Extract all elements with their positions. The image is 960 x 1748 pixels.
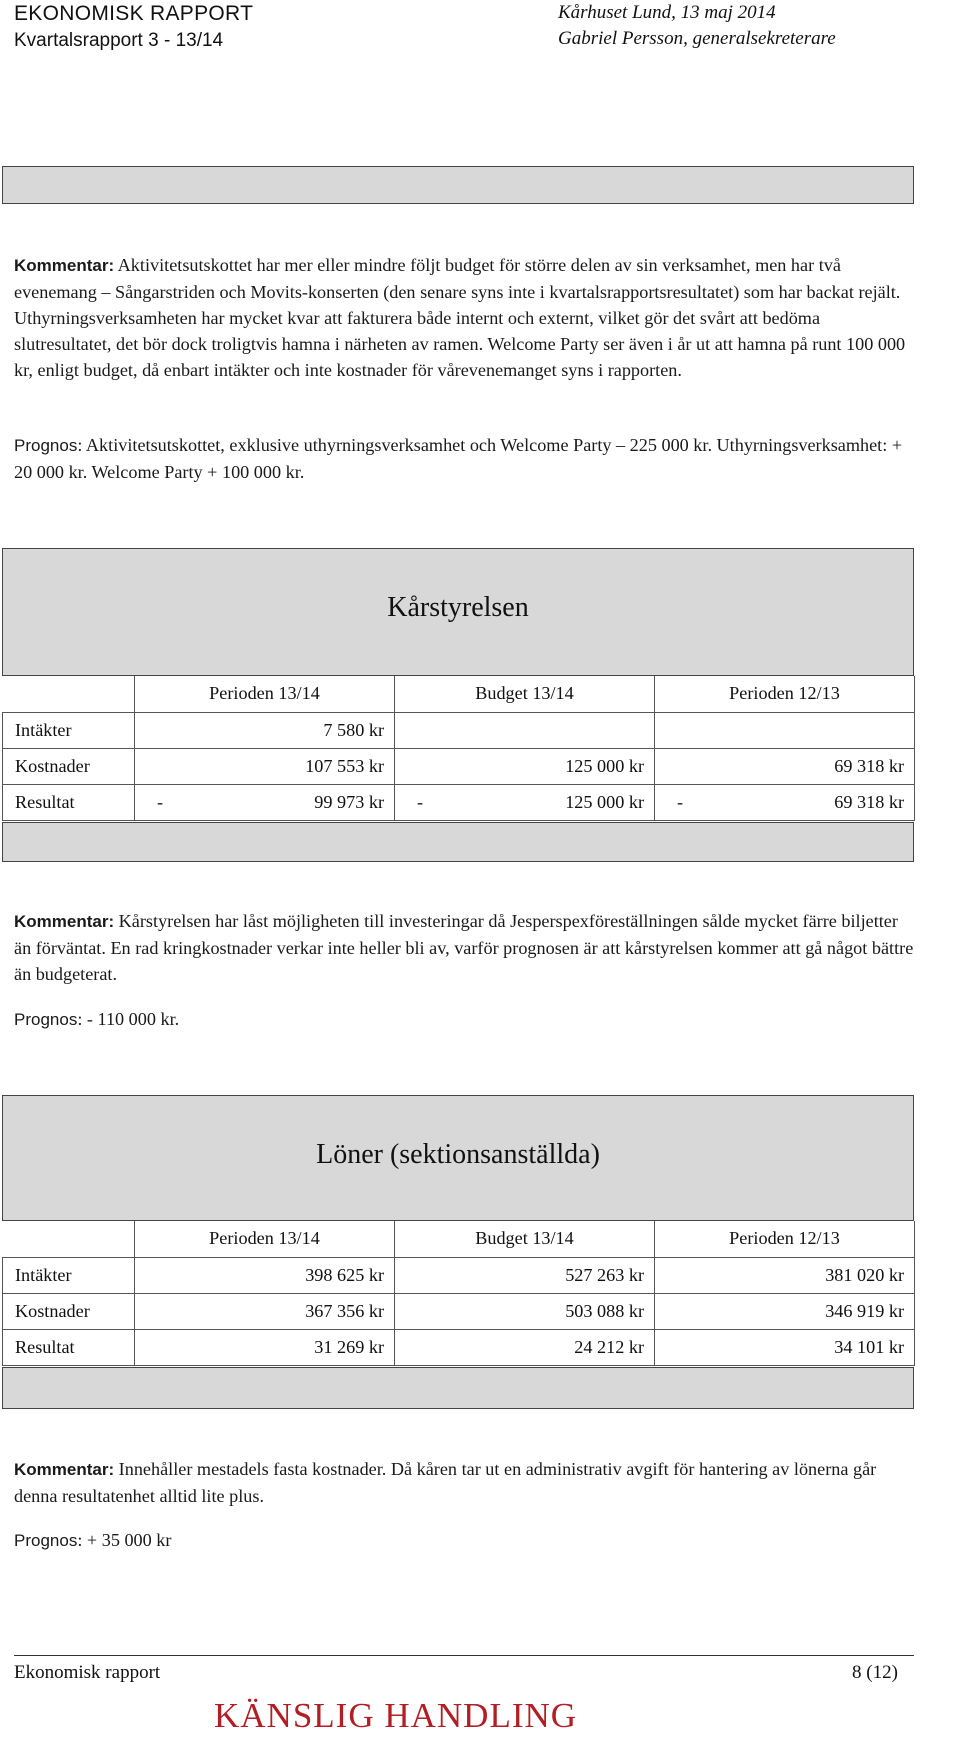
table-row [3, 712, 915, 748]
aktivitet-prognos [14, 432, 914, 485]
value: 99 973 kr [314, 791, 384, 812]
cell-value: 346 919 kr [655, 1293, 915, 1329]
table-header-row [3, 1221, 915, 1257]
cell-value [655, 784, 915, 820]
prognos-label: Prognos [14, 436, 78, 455]
cell-value: 381 020 kr [655, 1257, 915, 1293]
comment-text: Innehåller mestadels fasta kostnader. Då kåren tar ut en administrativ avgift för hantering av lönerna går denna resultatenhet alltid lite plus. [14, 1459, 877, 1506]
prognos-text: : + 35 000 kr [77, 1530, 172, 1550]
cell-value: 125 000 kr [395, 748, 655, 784]
footer-divider [14, 1655, 914, 1656]
comment-label: Kommentar: [14, 912, 115, 931]
minus-sign: - [157, 791, 164, 812]
report-subtitle: Kvartalsrapport 3 - 13/14 [14, 30, 224, 51]
table-row [3, 784, 915, 820]
cell-value: 31 269 kr [135, 1329, 395, 1365]
loner-comment [14, 1456, 914, 1509]
place-date: Kårhuset Lund, 13 maj 2014 [558, 2, 776, 23]
prognos-label: Prognos [14, 1531, 78, 1550]
karstyrelsen-footer-bar [2, 822, 914, 862]
previous-table-footer-bar [2, 166, 914, 204]
loner-footer-bar [2, 1367, 914, 1409]
row-label: Kostnader [3, 1293, 135, 1329]
cell-value: 107 553 kr [135, 748, 395, 784]
row-label: Resultat [3, 1329, 135, 1365]
column-header: Perioden 13/14 [135, 1221, 395, 1257]
minus-sign: - [417, 791, 424, 812]
report-title: EKONOMISK RAPPORT [14, 2, 254, 25]
karstyrelsen-prognos [14, 1006, 914, 1033]
author: Gabriel Persson, generalsekreterare [558, 28, 836, 49]
cell-value: 367 356 kr [135, 1293, 395, 1329]
page-number: 8 (12) [852, 1662, 898, 1683]
header-blank-cell [3, 676, 135, 712]
cell-value: 7 580 kr [135, 712, 395, 748]
karstyrelsen-section [2, 548, 914, 862]
row-label: Kostnader [3, 748, 135, 784]
cell-value: 34 101 kr [655, 1329, 915, 1365]
cell-value [655, 712, 915, 748]
row-label: Intäkter [3, 1257, 135, 1293]
prognos-text: : Aktivitetsutskottet, exklusive uthyrningsverksamhet och Welcome Party – 225 000 kr. Uthyrningsverksamhet: + 20 000 kr. Welcome Party + 100 000 kr. [14, 435, 903, 482]
cell-value: 69 318 kr [655, 748, 915, 784]
sensitivity-stamp: KÄNSLIG HANDLING [214, 1696, 578, 1735]
cell-value [135, 784, 395, 820]
value: 125 000 kr [565, 791, 644, 812]
value: 69 318 kr [834, 791, 904, 812]
row-label: Intäkter [3, 712, 135, 748]
loner-prognos [14, 1527, 914, 1554]
column-header: Perioden 12/13 [655, 1221, 915, 1257]
column-header: Budget 13/14 [395, 676, 655, 712]
cell-value: 398 625 kr [135, 1257, 395, 1293]
section-title: Löner (sektionsanställda) [316, 1139, 600, 1170]
cell-value [395, 712, 655, 748]
karstyrelsen-table [2, 676, 915, 821]
cell-value [395, 784, 655, 820]
comment-text: Aktivitetsutskottet har mer eller mindre följt budget för större delen av sin verksamhet, men har två evenemang – Sångarstriden och Movits-konserten (den senare syns inte i kvartalsrapportsresultatet) som har backat rejält. Uthyrningsverksamheten har mycket kvar att fakturera både internt och externt, vilket gör det svårt att bedöma slutresultatet, det bör dock troligtvis hamna i närheten av ramen. Welcome Party ser även i år ut att hamna på runt 100 000 kr, enligt budget, då enbart intäkter och inte kostnader för vårevenemanget syns i rapporten. [14, 255, 906, 380]
column-header: Perioden 13/14 [135, 676, 395, 712]
section-title: Kårstyrelsen [387, 592, 529, 623]
cell-value: 24 212 kr [395, 1329, 655, 1365]
prognos-label: Prognos [14, 1010, 78, 1029]
table-row [3, 1329, 915, 1365]
karstyrelsen-comment [14, 908, 914, 987]
column-header: Budget 13/14 [395, 1221, 655, 1257]
column-header: Perioden 12/13 [655, 676, 915, 712]
row-label: Resultat [3, 784, 135, 820]
table-row [3, 1257, 915, 1293]
table-header-row [3, 676, 915, 712]
cell-value: 527 263 kr [395, 1257, 655, 1293]
table-row [3, 1293, 915, 1329]
prognos-text: : - 110 000 kr. [77, 1009, 180, 1029]
cell-value: 503 088 kr [395, 1293, 655, 1329]
loner-section [2, 1095, 914, 1409]
header-blank-cell [3, 1221, 135, 1257]
loner-table [2, 1221, 915, 1366]
comment-label: Kommentar: [14, 1460, 115, 1479]
comment-text: Kårstyrelsen har låst möjligheten till investeringar då Jesperspexföreställningen sålde mycket färre biljetter än förväntat. En rad kringkostnader verkar inte heller bli av, varför prognosen är att kårstyrelsen kommer att gå något bättre än budgeterat. [14, 911, 914, 984]
minus-sign: - [677, 791, 684, 812]
aktivitet-comment [14, 252, 914, 383]
table-row [3, 748, 915, 784]
comment-label: Kommentar: [14, 256, 115, 275]
footer-title: Ekonomisk rapport [14, 1662, 161, 1683]
